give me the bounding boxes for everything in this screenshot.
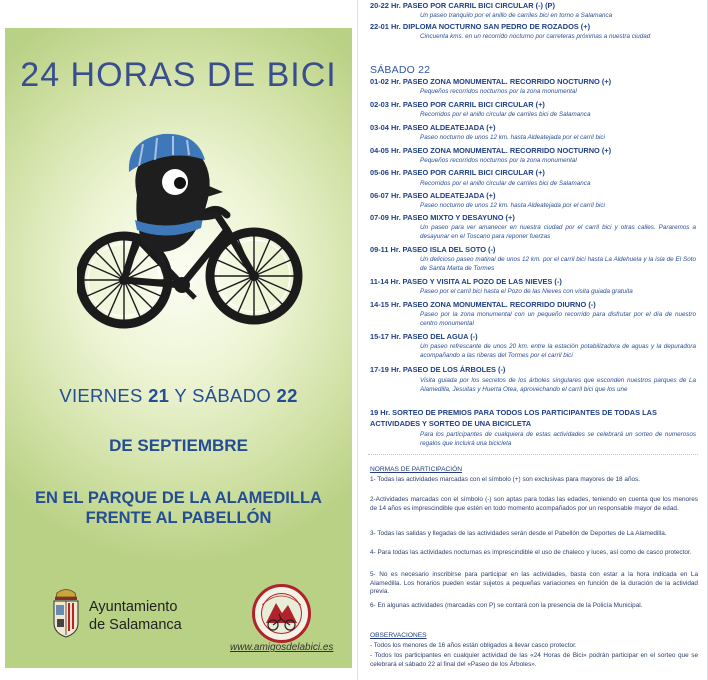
ayuntamiento-name-line1: Ayuntamiento [89, 599, 178, 615]
activity-title: 17-19 Hr. PASEO DE LOS ÁRBOLES (-) [370, 365, 506, 374]
day-one: 21 [148, 385, 170, 406]
activity-title: 09-11 Hr. PASEO ISLA DEL SOTO (-) [370, 245, 496, 254]
event-poster [5, 28, 352, 668]
rules-heading: NORMAS DE PARTICIPACIÓN [370, 466, 462, 473]
cyclist-mascot-illustration [77, 120, 317, 342]
activity-description: Un paseo refrescante de unos 20 km. entre la estación potabilizadora de aguas y la depuradora acompañando a las riberas del Tormes por el carril bici [420, 343, 696, 359]
activity-description: Recorridos por el anillo circular de carriles bici de Salamanca [420, 180, 591, 187]
activity-title: 22-01 Hr. DIPLOMA NOCTURNO SAN PEDRO DE ROZADOS (+) [370, 22, 591, 31]
activity-description: Pequeños recorridos nocturnos por la zona monumental [420, 88, 577, 95]
activity-title: 06-07 Hr. PASEO ALDEATEJADA (+) [370, 191, 496, 200]
activity-title: 20-22 Hr. PASEO POR CARRIL BICI CIRCULAR (-) (P) [370, 1, 555, 10]
days-middle: Y SÁBADO [169, 385, 277, 406]
rule-item: 5- No es necesario inscribirse para participar en las actividades, basta con estar a la hora indicada en La Alamedilla. Los horarios pueden estar sujetos a pequeñas variaciones en función de la duración de la actividad previa. [370, 571, 698, 596]
activity-description: Paseo por la zona monumental con un pequeño recorrido para disfrutar por el día de nuestro centro monumental [420, 311, 696, 327]
activity-description: Paseo nocturno de unos 12 km. hasta Aldeatejada por el carril bici [420, 134, 605, 141]
activity-description: Un delicioso paseo matinal de unos 12 km. por el carril bici hasta La Aldehuela y la isla de El Soto de Santa Marta de Tormes [420, 256, 696, 272]
activity-description: Paseo por el carril bici hasta el Pozo de las Nieves con visita guiada gratuita [420, 288, 633, 295]
activity-title: 07-09 Hr. PASEO MIXTO Y DESAYUNO (+) [370, 213, 515, 222]
observations-heading: OBSERVACIONES [370, 632, 427, 639]
activity-description: Cincuenta kms. en un recorrido nocturno por carreteras próximas a nuestra ciudad [420, 33, 651, 40]
saturday-heading: SÁBADO 22 [370, 64, 431, 76]
rule-item: 1- Todas las actividades marcadas con el símbolo (+) son exclusivas para mayores de 18 años. [370, 476, 641, 483]
rule-item: 6- En algunas actividades (marcadas con P) se contará con la presencia de la Policía Municipal. [370, 602, 643, 609]
raffle-description: Para los participantes de cualquiera de estas actividades se celebrará un sorteo de numerosos regalos que incluirá una bicicleta [420, 431, 696, 447]
activity-description: Paseo nocturno de unos 12 km. hasta Aldeatejada por el carril bici [420, 202, 605, 209]
rule-item: 3- Todas las salidas y llegadas de las actividades serán desde el Pabellón de Deportes de La Alamedilla. [370, 530, 667, 537]
activity-title: 04-05 Hr. PASEO ZONA MONUMENTAL. RECORRIDO NOCTURNO (+) [370, 146, 612, 155]
activity-title: 01-02 Hr. PASEO ZONA MONUMENTAL. RECORRIDO NOCTURNO (+) [370, 77, 612, 86]
event-days [5, 385, 352, 407]
observation-item: - Todos los participantes en cualquier actividad de las «24 Horas de Bici» podrán participar en el sorteo que se celebrará el sábado 22 al final del «Paseo de los Árboles». [370, 652, 698, 668]
observation-item: - Todos los menores de 16 años están obligados a llevar casco protector. [370, 642, 577, 649]
raffle-title-line2: ACTIVIDADES Y SORTEO DE UNA BICICLETA [370, 419, 532, 428]
activity-title: 02-03 Hr. PASEO POR CARRIL BICI CIRCULAR (+) [370, 100, 545, 109]
raffle-title-line1: 19 Hr. SORTEO DE PREMIOS PARA TODOS LOS PARTICIPANTES DE TODAS LAS [370, 408, 657, 417]
activity-title: 03-04 Hr. PASEO ALDEATEJADA (+) [370, 123, 496, 132]
activity-description: Recorridos por el anillo circular de carriles bici de Salamanca [420, 111, 591, 118]
activity-title: 14-15 Hr. PASEO ZONA MONUMENTAL. RECORRIDO DIURNO (-) [370, 300, 596, 309]
event-place-line2: FRENTE AL PABELLÓN [85, 509, 272, 527]
activity-description: Pequeños recorridos nocturnos por la zona monumental [420, 157, 577, 164]
ayuntamiento-logo [49, 585, 199, 640]
activity-description: Visita guiada por los secretos de los árboles singulares que esconden nuestros parques de La Alamedilla, Jesuitas y Huerta Otea, aprovechando el carril bici que los une [420, 377, 696, 393]
activity-description: Un paseo para ver amanecer en nuestra ciudad por el carril bici y otras calles. Pararemos a desayunar en el Toscano para reponer fuerzas [420, 224, 696, 240]
amigos-de-la-bici-logo-icon [252, 583, 311, 644]
ayuntamiento-name-line2: de Salamanca [89, 617, 182, 633]
salamanca-crest-icon [49, 585, 83, 640]
event-month: DE SEPTIEMBRE [109, 436, 248, 455]
activity-title: 15-17 Hr. PASEO DEL AGUA (-) [370, 332, 478, 341]
rule-item: 4- Para todas las actividades nocturnas es imprescindible el uso de chaleco y luces, así como de casco protector. [370, 549, 692, 556]
activity-description: Un paseo tranquilo por el anillo de carriles bici en torno a Salamanca [420, 12, 613, 19]
website-link[interactable]: www.amigosdelabici.es [230, 642, 334, 653]
section-divider [368, 454, 698, 455]
program-schedule [357, 0, 708, 680]
poster-title: 24 HORAS DE BICI [20, 56, 337, 94]
activity-title: 05-06 Hr. PASEO POR CARRIL BICI CIRCULAR (+) [370, 168, 545, 177]
event-place-line1: EN EL PARQUE DE LA ALAMEDILLA [35, 489, 322, 507]
days-prefix: VIERNES [59, 385, 149, 406]
rule-item: 2-Actividades marcadas con el símbolo (-) son aptas para todas las edades, teniendo en cuenta que los menores de 14 años es imprescindible que estén en todo momento acompañados por un responsable mayor de edad. [370, 496, 698, 512]
day-two: 22 [276, 385, 298, 406]
activity-title: 11-14 Hr. PASEO Y VISITA AL POZO DE LAS NIEVES (-) [370, 277, 562, 286]
